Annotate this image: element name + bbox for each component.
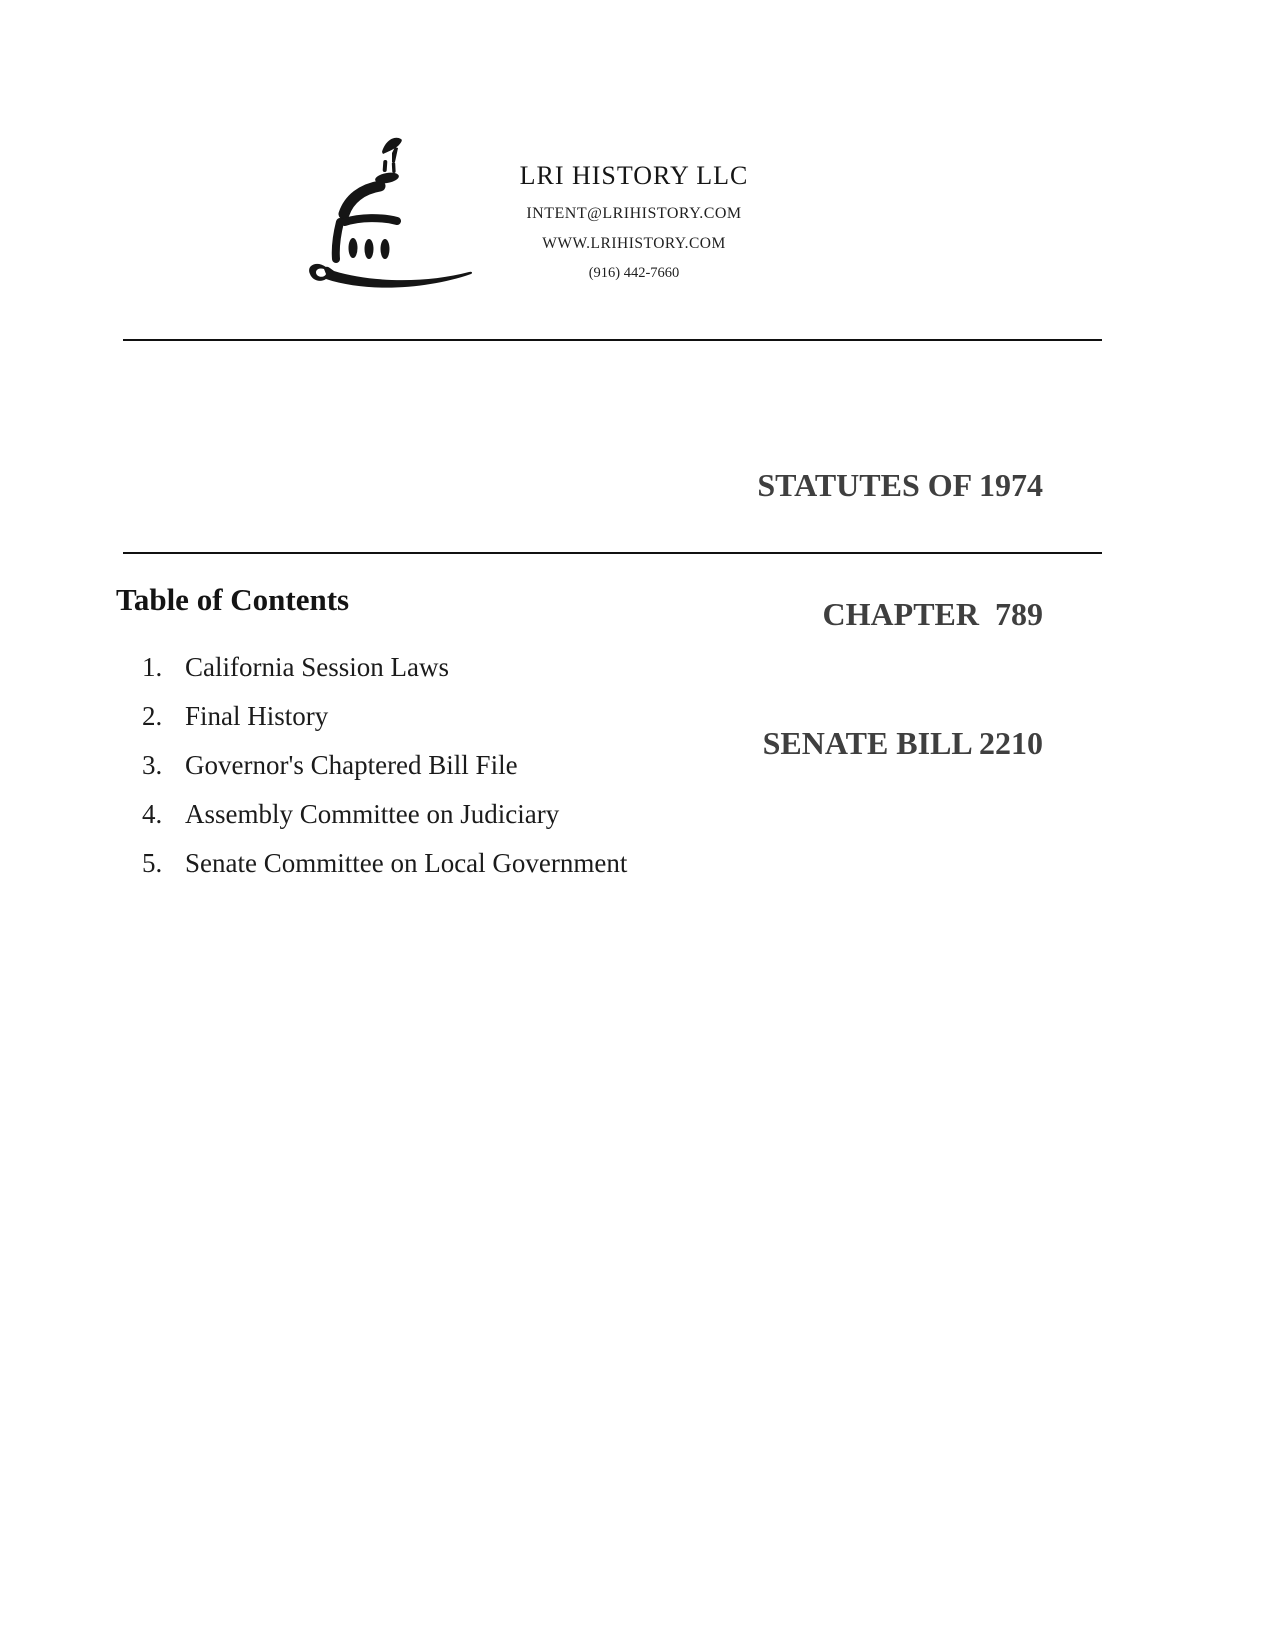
- capitol-dome-icon: [298, 133, 474, 295]
- toc-list: [142, 652, 627, 897]
- toc-item-number: 3.: [142, 750, 163, 780]
- toc-item: [142, 848, 627, 878]
- toc-item: [142, 750, 627, 780]
- toc-item-label: Assembly Committee on Judiciary: [185, 799, 560, 829]
- company-website: WWW.LRIHISTORY.COM: [542, 235, 726, 252]
- company-logo: [298, 133, 474, 295]
- statutes-year-line: STATUTES OF 1974: [757, 467, 1043, 503]
- statutes-title-block: [593, 378, 1043, 851]
- toc-item: [142, 701, 627, 731]
- company-phone: (916) 442-7660: [588, 265, 680, 281]
- senate-bill-line: SENATE BILL 2210: [762, 725, 1043, 761]
- letterhead: [458, 160, 810, 282]
- toc-item-label: Senate Committee on Local Government: [185, 848, 628, 878]
- company-name: LRI HISTORY LLC: [519, 161, 749, 190]
- toc-item: [142, 652, 627, 682]
- divider-top: [123, 339, 1102, 341]
- toc-item-number: 5.: [142, 848, 163, 878]
- chapter-line: CHAPTER 789: [822, 596, 1043, 632]
- toc-item-number: 4.: [142, 799, 163, 829]
- toc-heading: Table of Contents: [116, 582, 350, 617]
- toc-item: [142, 799, 627, 829]
- toc-item-label: Final History: [185, 701, 329, 731]
- toc-item-number: 2.: [142, 701, 163, 731]
- toc-item-label: Governor's Chaptered Bill File: [185, 750, 518, 780]
- toc-item-number: 1.: [142, 652, 163, 682]
- company-email: INTENT@LRIHISTORY.COM: [526, 205, 742, 222]
- toc-item-label: California Session Laws: [185, 652, 449, 682]
